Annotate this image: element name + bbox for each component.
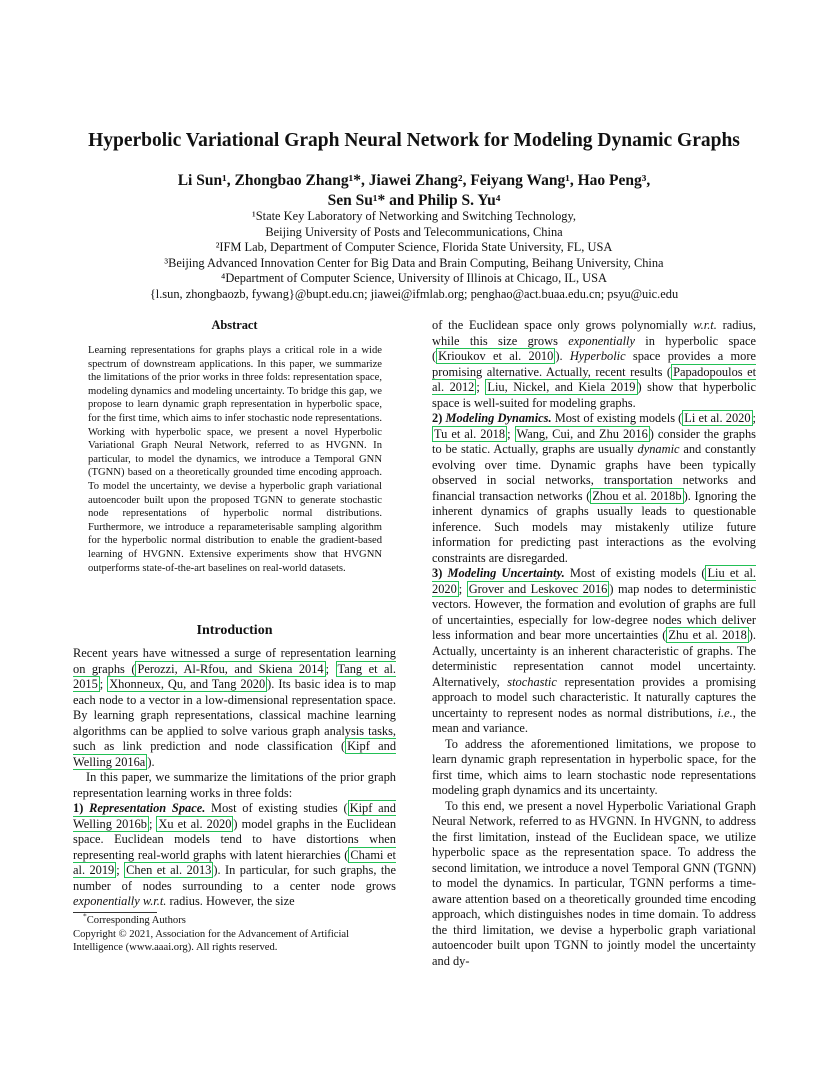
text-run: ). Its basic idea is to map each node to a vector in a low-dimensional representation space. By learning graph representations, classical machine learning algorithms can be applied to solve various graph analysis tasks, such as link prediction and node classification ( (73, 677, 397, 753)
footnote-mark: * (83, 911, 87, 921)
text-run: Most of existing models ( (551, 411, 683, 425)
author-list (72, 171, 756, 211)
text-run: space provides a more promising alternative. Actually, recent results ( (432, 349, 756, 379)
citation-link[interactable]: Liu, Nickel, and Kiela 2019 (487, 380, 636, 394)
citation-link[interactable]: Tang et al. 2015 (73, 661, 397, 691)
footnote-text: Corresponding Authors (86, 915, 186, 926)
text-run: ; (116, 863, 125, 877)
text-run: ; (752, 411, 756, 425)
text-run: ) map nodes to deterministic vectors. However, the formation and evolution of graphs are full of uncertainties, especially for low-degree nodes which deliver less information and bear more uncertainties ( (432, 581, 756, 642)
citation-link[interactable]: Wang, Cui, and Zhu 2016 (516, 426, 648, 441)
citation-link[interactable]: Grover and Leskovec 2016 (468, 581, 608, 596)
author-line-2: Sen Su¹* and Philip S. Yu⁴ (327, 192, 501, 209)
abstract-heading: Abstract (211, 318, 258, 332)
citation-link[interactable]: Xhonneux, Qu, and Tang 2020 (109, 677, 266, 691)
list-label: Representation Space. (89, 801, 206, 815)
right-paragraph-1 (432, 318, 756, 411)
intro-paragraph-1 (73, 646, 396, 770)
text-run: Most of existing models ( (564, 566, 706, 580)
footnote (73, 911, 396, 955)
citation-link[interactable]: Zhu et al. 2018 (668, 628, 747, 642)
text-run: ; (476, 380, 486, 394)
text-run: ) consider the graphs to be static. Actually, graphs are usually (432, 426, 756, 456)
text-run: ). In particular, for such graphs, the number of nodes surrounding to a center node grows (73, 863, 396, 893)
list-label: Modeling Uncertainty. (447, 566, 565, 580)
emphasis: w.r.t. (693, 318, 717, 332)
list-label: Modeling Dynamics. (445, 411, 552, 425)
text-run: of the Euclidean space only grows polynomially (432, 318, 694, 332)
text-run: , the mean and variance. (432, 705, 756, 735)
citation-link[interactable]: Tu et al. 2018 (434, 426, 506, 441)
text-run: and constantly evolving over time. Dynamic graphs have been typically observed in social networks, transportation networks and financial transaction networks ( (432, 442, 756, 503)
emphasis: Hyperbolic (569, 349, 626, 363)
affiliation-line: ³Beijing Advanced Innovation Center for Big Data and Brain Computing, Beihang University, China (164, 255, 664, 270)
right-paragraph-2 (432, 411, 756, 566)
affiliation-line: ⁴Department of Computer Science, University of Illinois at Chicago, IL, USA (221, 271, 607, 286)
citation-link[interactable]: Kipf and Welling 2016b (73, 801, 396, 831)
text-run: in hyperbolic space ( (432, 333, 757, 363)
text-run: radius. However, the size (166, 894, 295, 908)
right-paragraph-3 (432, 566, 756, 737)
text-run: Most of existing studies ( (205, 801, 348, 815)
introduction-heading: Introduction (196, 623, 273, 638)
citation-link[interactable]: Perozzi, Al-Rfou, and Skiena 2014 (137, 661, 324, 676)
citation-link[interactable]: Zhou et al. 2018b (592, 488, 682, 503)
text-run: radius, while this size grows (432, 318, 756, 348)
text-run: ). Ignoring the inherent dynamics of graphs usually leads to questionable inference. Such models may mistakenly utilize future information for predicting past interactions as the evolving constraints are disregarded. (432, 488, 757, 565)
citation-link[interactable]: Li et al. 2020 (684, 411, 751, 425)
citation-link[interactable]: Liu et al. 2020 (432, 566, 756, 596)
emphasis: exponentially (568, 333, 635, 348)
text-run: representation provides a promising approach to model such characteristic. It naturally captures the uncertainty to represent nodes as normal distributions, (432, 674, 756, 720)
affiliations (72, 209, 756, 303)
text-run: ). (555, 349, 570, 363)
text-run: ; (148, 816, 157, 831)
intro-paragraph-2: In this paper, we summarize the limitations of the prior graph representation learning works in three folds: (73, 770, 396, 800)
list-number: 1) (73, 801, 90, 815)
text-run: ) show that hyperbolic space is well-suited for modeling graphs. (432, 380, 756, 410)
affiliation-line: ²IFM Lab, Department of Computer Science, Florida State University, FL, USA (215, 240, 613, 255)
copyright-notice: Copyright © 2021, Association for the Advancement of Artificial Intelligence (www.aaai.org). All rights reserved. (73, 928, 350, 954)
paper-title: Hyperbolic Variational Graph Neural Network for Modeling Dynamic Graphs (88, 130, 740, 151)
emphasis: i.e. (717, 705, 733, 720)
footnote-corresponding (73, 911, 396, 928)
text-run: ; (458, 581, 467, 596)
right-paragraph-4: To address the aforementioned limitations, we propose to learn dynamic graph representation in hyperbolic space, for the first time, which aims to learn stochastic node representations modeling graph dynamics and its uncertainty. (432, 736, 756, 797)
citation-link[interactable]: Kipf and Welling 2016a (73, 739, 397, 769)
affiliation-line: Beijing University of Posts and Telecommunications, China (265, 224, 563, 239)
arxiv-sidebar (16, 290, 60, 760)
introduction-body (73, 646, 396, 910)
citation-link[interactable]: Chen et al. 2013 (126, 863, 212, 877)
citation-link[interactable]: Xu et al. 2020 (158, 816, 232, 831)
abstract-text: Learning representations for graphs plays a critical role in a wide spectrum of downstream applications. In this paper, we summarize the limitations of the prior works in three folds: representation space, modeling dynamics and modeling uncertainty. To bridge this gap, we propose to learn dynamic graph representation in hyperbolic space, for the first time, which aims to infer stochastic node representations. Working with hyperbolic space, we present a novel Hyperbolic Variational Graph Neural Network, referred to as HVGNN. In particular, to model the dynamics, we introduce a Temporal GNN (TGNN) based on a theoretically grounded time encoding approach. To model the uncertainty, we devise a hyperbolic graph variational autoencoder built upon the proposed TGNN to generate stochastic node representations of hyperbolic normal distributions. Furthermore, we introduce a reparameterisable sampling algorithm for the hyperbolic normal distribution to enable the gradient-based learning of HVGNN. Extensive experiments show that HVGNN outperforms state-of-the-art baselines on real-world datasets. (88, 345, 382, 574)
text-run: Recent years have witnessed a surge of representation learning on graphs ( (73, 646, 396, 676)
right-paragraph-5: To this end, we present a novel Hyperbolic Variational Graph Neural Network, referred to as HVGNN. In HVGNN, to address the first limitation, instead of the Euclidean space, we utilize hyperbolic space as the representation space. To address the second limitation, we introduce a novel Temporal GNN (TGNN) to model the dynamics. In particular, TGNN performs a time-aware attention based on a theoretically grounded time encoding approach, which distinguishes nodes in time domain. To address the third limitation, we devise a hyperbolic graph variational autoencoder built upon TGNN to jointly model the uncertainty and dy- (432, 798, 756, 968)
right-column-body (432, 318, 756, 969)
text-run: ). Actually, uncertainty is an inherent characteristic of graphs. The deterministic representation cannot model uncertainty. Alternatively, (432, 628, 756, 689)
author-line-1: Li Sun¹, Zhongbao Zhang¹*, Jiawei Zhang², Feiyang Wang¹, Hao Peng³, (177, 172, 651, 189)
citation-link[interactable]: Chami et al. 2019 (73, 847, 396, 877)
emphasis: w.r.t. (142, 894, 167, 908)
intro-paragraph-3 (73, 801, 396, 910)
emphasis: stochastic (507, 674, 557, 689)
text-run: ; (99, 677, 108, 691)
citation-link[interactable]: Papadopoulos et al. 2012 (432, 364, 757, 394)
citation-link[interactable]: Krioukov et al. 2010 (438, 349, 554, 363)
emphasis: dynamic (637, 442, 680, 456)
author-emails: {l.sun, zhongbaozb, fywang}@bupt.edu.cn; jiawei@ifmlab.org; penghao@act.buaa.edu.cn; psyu@uic.edu (149, 286, 679, 301)
list-number: 2) (432, 411, 446, 425)
text-run: ; (507, 426, 515, 441)
list-number: 3) (432, 566, 448, 580)
text-run: ). (147, 754, 155, 769)
text-run: ) model graphs in the Euclidean space. Euclidean models tend to have distortions when representing real-world graphs with latent hierarchies ( (73, 816, 397, 862)
emphasis: exponentially (73, 894, 140, 908)
text-run: ; (325, 661, 336, 676)
affiliation-line: ¹State Key Laboratory of Networking and Switching Technology, (252, 209, 576, 223)
